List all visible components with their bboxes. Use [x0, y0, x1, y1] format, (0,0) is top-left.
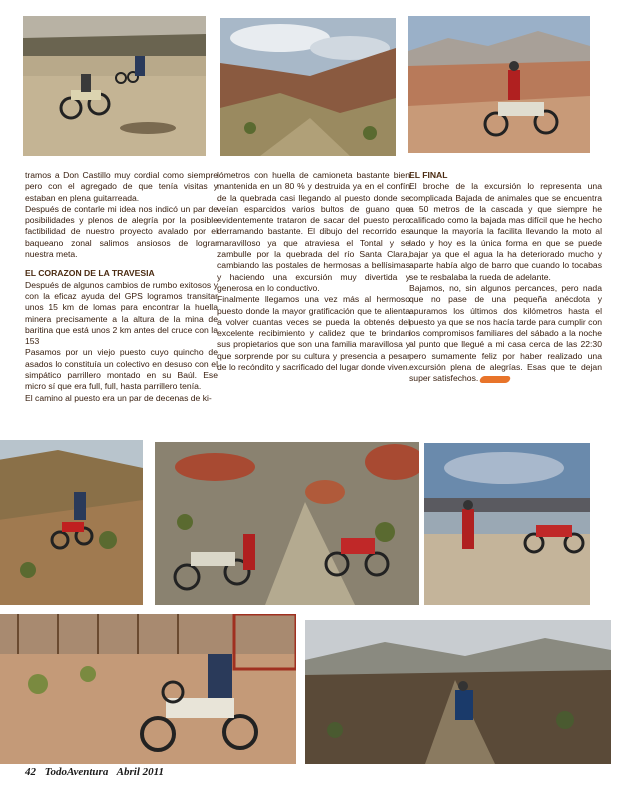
text-column-left: [25, 170, 218, 404]
section-heading: EL CORAZON DE LA TRAVESIA: [25, 268, 155, 279]
paragraph: Después de contarle mi idea nos indicó un par de posibilidades y plenos de alegría por la posible factibilidad de nuestro proyecto avalado por el baqueano zonal salimos ansiosos de lograr nuestra meta.: [25, 203, 218, 260]
section-heading: EL FINAL: [409, 170, 448, 180]
paragraph: Pasamos por un viejo puesto cuyo quincho de asados lo constituía un colectivo en desuso con el simpático parrillero montado en su Baúl. Ese micro sí que era full, full, hasta parrillero tenía.: [25, 347, 218, 392]
page-footer: [25, 766, 170, 778]
photo-riders-fence-corral: [0, 614, 296, 764]
paragraph: El camino al puesto era un par de decenas de ki-: [25, 392, 212, 403]
end-mark-icon: [479, 376, 512, 383]
paragraph: El broche de la excursión lo representa una complicada Bajada de animales que se encuentra a 50 metros de la cascada y que siempre he calificado como la bajada mas difícil que he hecho aunque la mayoría la facilita llevando la moto al lado y hoy es la única forma en que se puede bajar ya que el agua la ha deteriorado mucho y aparte había algo de barro que cuando lo tocabas se te resbalaba la rueda de adelante.: [409, 181, 602, 282]
photo-rider-steep-slope: [0, 440, 143, 605]
photo-two-riders-rocks: [155, 442, 419, 605]
paragraph: [409, 283, 602, 385]
paragraph: lómetros con huella de camioneta bastante bien mantenida en un 80 % y destruida ya en el confín de la quebrada casi llegando al puesto donde se veían esparcidos varios bultos de guano que evidentemente trataron de sacar del puesto pero derramando bastante. El dibujo del recorrido es maravilloso ya que atraviesa el Tontal y se zambulle por la quebrada del río Santa Clara, cambiando las postales de hermosas a bellísimas y haciendo una excursión muy divertida y generosa en lo conductivo.: [217, 170, 410, 293]
issue-date: Abril 2011: [116, 766, 165, 778]
paragraph-text: Bajamos, no, sin algunos percances, pero nada que no pase de una pequeña anécdota y apuramos los últimos dos kilómetros hasta el puesto ya que se nos hacía tarde para cumplir con los compromisos familiares del sábado a la noche al punto que llegué a mi casa cerca de las 22:30 pero sumamente feliz por haber realizado una excursión plena de alegrías. Esas que te dejan super satisfechos.: [409, 282, 602, 384]
photo-rider-canyon-road: [305, 620, 611, 764]
photo-mountain-valley: [220, 18, 396, 156]
magazine-name: TodoAventura: [44, 766, 109, 778]
paragraph: Finalmente llegamos una vez más al hermoso puesto donde la mayor gratificación que te alienta a volver cuantas veces se pueda la obtenés del excelente recibimiento y calidez que te brindan sus propietarios que son una familia maravillosa y que sorprende por su cultura y presencia a pesar de lo recóndito y sacrificado del lugar donde viven.: [217, 294, 410, 373]
photo-rider-red-hills: [408, 16, 590, 153]
page-number: 42: [25, 766, 36, 778]
text-column-middle: [217, 170, 410, 373]
text-column-right: [409, 170, 602, 385]
paragraph: Después de algunos cambios de rumbo exitosos y con la eficaz ayuda del GPS logramos transitar unos 15 km de lomas para encontrar la huella minera precisamente a la altura de la mina de baritina que está unos 2 km antes del cruce con la 153: [25, 279, 218, 347]
paragraph: tramos a Don Castillo muy cordial como siempre pero con el agregado de que tenía visitas y estaban en plena guitarreada.: [25, 170, 218, 203]
photo-riders-dry-riverbed: [23, 16, 206, 156]
photo-riders-lakeshore: [424, 443, 590, 605]
